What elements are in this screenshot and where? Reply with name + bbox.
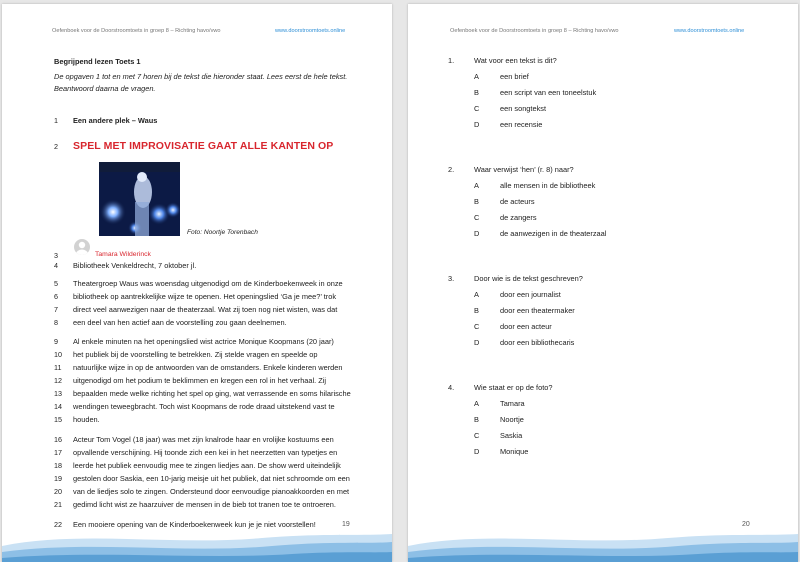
- option-text: Monique: [500, 447, 529, 456]
- line-number: 2: [54, 142, 58, 151]
- article-kicker: Een andere plek – Waus: [73, 116, 158, 125]
- page-number: 19: [342, 521, 350, 528]
- line-number: 7: [54, 305, 58, 314]
- option-text: de acteurs: [500, 197, 535, 206]
- user-silhouette-icon: [74, 239, 90, 255]
- option-text: een songtekst: [500, 104, 547, 113]
- line-number: 21: [54, 500, 62, 509]
- line-number: 13: [54, 389, 62, 398]
- page-header-title: Oefenboek voor de Doorstroomtoets in groep 8 – Richting havo/vwo: [52, 28, 221, 34]
- body-line: wendingen teweegbracht. Toch wist Koopmans de rode draad uitstekend vast te: [73, 402, 335, 411]
- line-number: 12: [54, 376, 62, 385]
- question-number: 3.: [448, 274, 455, 283]
- line-number: 4: [54, 261, 58, 270]
- photo-caption: Foto: Noortje Torenbach: [187, 229, 258, 236]
- body-line: uitgenodigd om het podium te beklimmen en kregen een rol in het verhaal. Zij: [73, 376, 327, 385]
- body-line: opvallende verschijning. Hij toonde zich een kei in het neerzetten van typetjes en: [73, 448, 338, 457]
- option-text: door een journalist: [500, 290, 561, 299]
- body-line: natuurlijke wijze in op de antwoorden van de omstanders. Enkele kinderen werden: [73, 363, 343, 372]
- question-text: Door wie is de tekst geschreven?: [474, 274, 583, 283]
- line-number: 9: [54, 337, 58, 346]
- line-number: 22: [54, 520, 62, 529]
- line-number: 10: [54, 350, 62, 359]
- line-number: 20: [54, 487, 62, 496]
- question-text: Wat voor een tekst is dit?: [474, 56, 557, 65]
- page-header-url[interactable]: www.doorstroomtoets.online: [275, 28, 346, 34]
- option-letter: A: [474, 181, 479, 190]
- option-letter: C: [474, 213, 480, 222]
- page-19: [2, 4, 392, 562]
- option-letter: D: [474, 120, 480, 129]
- line-number: 17: [54, 448, 62, 457]
- body-line: direct veel aanwezigen naar de theaterzaal. Wat zij toen nog niet wisten, was dat: [73, 305, 338, 314]
- page-header-title: Oefenboek voor de Doorstroomtoets in groep 8 – Richting havo/vwo: [450, 28, 619, 34]
- page-header-url[interactable]: www.doorstroomtoets.online: [674, 28, 745, 34]
- body-line: Theatergroep Waus was woensdag uitgenodigd om de Kinderboekenweek in onze: [73, 279, 343, 288]
- body-line: Een mooiere opening van de Kinderboekenweek kun je je niet voorstellen!: [73, 520, 316, 529]
- option-text: door een acteur: [500, 322, 552, 331]
- option-text: alle mensen in de bibliotheek: [500, 181, 596, 190]
- article-headline: SPEL MET IMPROVISATIE GAAT ALLE KANTEN OP: [73, 140, 334, 152]
- option-letter: C: [474, 322, 480, 331]
- option-letter: C: [474, 104, 480, 113]
- page-number: 20: [742, 521, 750, 528]
- line-number: 16: [54, 435, 62, 444]
- section-heading: Begrijpend lezen Toets 1: [54, 57, 141, 66]
- line-number: 18: [54, 461, 62, 470]
- body-line: van de liedjes solo te zingen. Ondersteund door eenvoudige pianoakkoorden en met: [73, 487, 350, 496]
- author-name: Tamara Wilderinck: [95, 251, 151, 258]
- stage-performer-image: [99, 162, 180, 236]
- page-20: [408, 4, 798, 562]
- footer-wave-decoration: [2, 516, 392, 562]
- article-photo: [99, 162, 180, 236]
- option-letter: B: [474, 197, 479, 206]
- intro-line-2: Beantwoord daarna de vragen.: [54, 84, 156, 93]
- line-number: 8: [54, 318, 58, 327]
- option-text: de zangers: [500, 213, 537, 222]
- body-line: Al enkele minuten na het openingslied wist actrice Monique Koopmans (20 jaar): [73, 337, 334, 346]
- option-letter: A: [474, 290, 479, 299]
- question-number: 4.: [448, 383, 455, 392]
- option-text: Saskia: [500, 431, 523, 440]
- body-line: leerde het publiek eenvoudig mee te zingen liedjes aan. De show werd uiteindelijk: [73, 461, 341, 470]
- body-line: gedimd licht wist ze haarzuiver de mensen in de bieb tot tranen toe te ontroeren.: [73, 500, 336, 509]
- line-number: 19: [54, 474, 62, 483]
- option-text: een script van een toneelstuk: [500, 88, 597, 97]
- question-text: Wie staat er op de foto?: [474, 383, 553, 392]
- line-number: 15: [54, 415, 62, 424]
- body-line: een deel van hen actief aan de voorstelling zou gaan deelnemen.: [73, 318, 287, 327]
- body-line: Acteur Tom Vogel (18 jaar) was met zijn knalrode haar en vrolijke kostuums een: [73, 435, 334, 444]
- body-line: houden.: [73, 415, 100, 424]
- question-number: 2.: [448, 165, 455, 174]
- author-avatar: [74, 239, 90, 255]
- body-line: gestolen door Saskia, een 10-jarig meisje uit het publiek, dat niet schroomde om een: [73, 474, 350, 483]
- line-number: 6: [54, 292, 58, 301]
- line-number: 5: [54, 279, 58, 288]
- line-number: 11: [54, 363, 62, 372]
- line-number: 3: [54, 251, 58, 260]
- line-number: 14: [54, 402, 62, 411]
- intro-line-1: De opgaven 1 tot en met 7 horen bij de tekst die hieronder staat. Lees eerst de hele tekst.: [54, 72, 348, 81]
- body-line: bepaalden mede welke richting het spel op ging, wat verrassende en soms hilarische: [73, 389, 351, 398]
- footer-wave-decoration: [408, 516, 798, 562]
- option-letter: D: [474, 229, 480, 238]
- option-text: een recensie: [500, 120, 543, 129]
- option-letter: D: [474, 338, 480, 347]
- body-line: het publiek bij de voorstelling te betrekken. Zij stelde vragen en speelde op: [73, 350, 318, 359]
- question-number: 1.: [448, 56, 455, 65]
- option-text: een brief: [500, 72, 529, 81]
- option-text: door een theatermaker: [500, 306, 575, 315]
- question-text: Waar verwijst ‘hen’ (r. 8) naar?: [474, 165, 574, 174]
- option-letter: A: [474, 72, 479, 81]
- article-dateline: Bibliotheek Venkeldrecht, 7 oktober jl.: [73, 261, 197, 270]
- option-letter: B: [474, 415, 479, 424]
- body-line: bibliotheek op aantrekkelijke wijze te openen. Het openingslied ‘Ga je mee?’ trok: [73, 292, 337, 301]
- option-letter: A: [474, 399, 479, 408]
- option-text: door een bibliothecaris: [500, 338, 575, 347]
- option-letter: B: [474, 88, 479, 97]
- option-text: Tamara: [500, 399, 525, 408]
- option-letter: C: [474, 431, 480, 440]
- line-number: 1: [54, 116, 58, 125]
- option-letter: B: [474, 306, 479, 315]
- option-letter: D: [474, 447, 480, 456]
- option-text: Noortje: [500, 415, 524, 424]
- option-text: de aanwezigen in de theaterzaal: [500, 229, 607, 238]
